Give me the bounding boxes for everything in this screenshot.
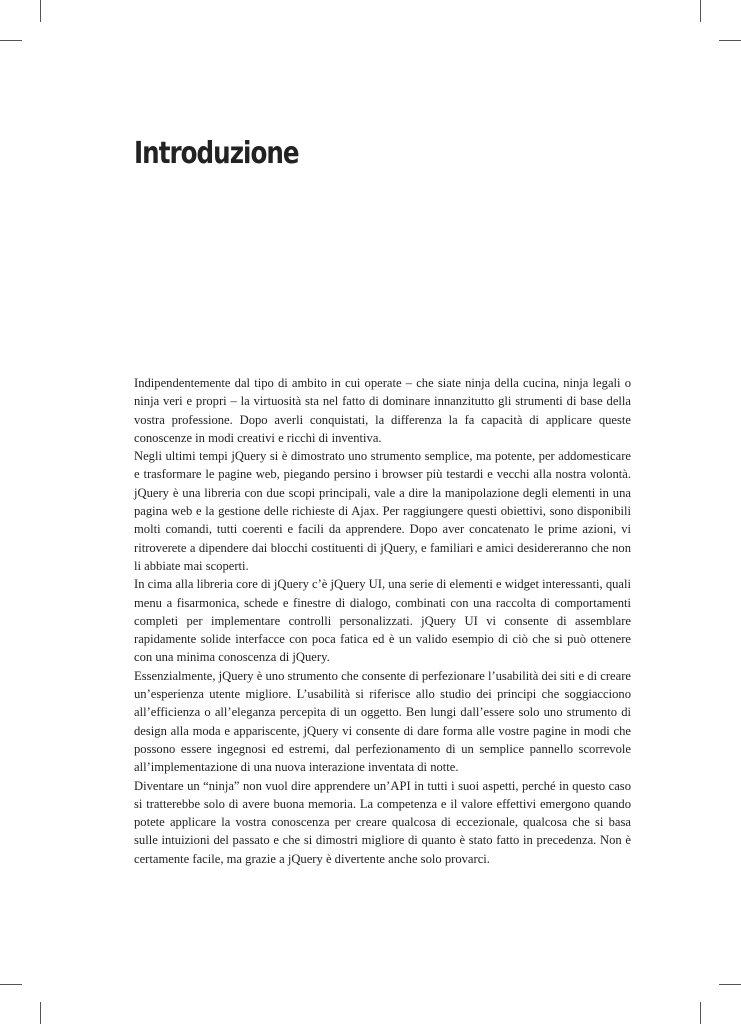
crop-mark-top-right-horizontal <box>719 40 741 41</box>
paragraph: Negli ultimi tempi jQuery si è dimostrato uno strumento semplice, ma potente, per addomesticare e trasformare le pagine web, piegando persino i browser più testardi e vecchi alla nostra volontà. jQuery è una libreria con due scopi principali, vale a dire la manipolazione degli elementi in una pagina web e la gestione delle richieste di Ajax. Per raggiungere questi obiettivi, sono disponibili molti comandi, tutti coerenti e facili da apprendere. Dopo aver concatenato le prime azioni, vi ritroverete a dipendere dai blocchi costituenti di jQuery, e familiari e amici desidereranno che non li abbiate mai scoperti. <box>134 449 631 573</box>
paragraph: Indipendentemente dal tipo di ambito in cui operate – che siate ninja della cucina, ninja legali o ninja veri e propri – la virtuosità sta nel fatto di dominare innanzitutto gli strumenti di base della vostra professione. Dopo averli conquistati, la differenza la fa capacità di applicare queste conoscenze in modi creativi e ricchi di inventiva. <box>134 376 631 445</box>
body-text <box>134 374 631 868</box>
crop-mark-top-right-vertical <box>700 0 701 22</box>
paragraph: Essenzialmente, jQuery è uno strumento che consente di perfezionare l’usabilità dei siti e di creare un’esperienza utente migliore. L’usabilità si riferisce allo studio dei principi che soggiacciono all’efficienza o all’eleganza percepita di un oggetto. Ben lungi dall’essere solo uno strumento di design alla moda e appariscente, jQuery vi consente di dare forma alle vostre pagine in modi che possono essere ingegnosi ed estremi, dal perfezionamento di un semplice pannello scorrevole all’implementazione di una nuova interazione inventata di notte. <box>134 668 631 775</box>
crop-mark-bottom-left-horizontal <box>0 984 22 985</box>
paragraph: Diventare un “ninja” non vuol dire apprendere un’API in tutti i suoi aspetti, perché in questo caso si tratterebbe solo di avere buona memoria. La competenza e il valore effettivi emergono quando potete applicare la vostra conoscenza per creare qualcosa di eccezionale, qualcosa che si basa sulle intuizioni del passato e che si dimostri migliore di quanto è stato fatto in precedenza. Non è certamente facile, ma grazie a jQuery è divertente anche solo provarci. <box>134 778 631 866</box>
crop-mark-bottom-left-vertical <box>40 1002 41 1024</box>
paragraph: In cima alla libreria core di jQuery c’è jQuery UI, una serie di elementi e widget interessanti, quali menu a fisarmonica, schede e finestre di dialogo, combinati con una raccolta di comportamenti completi per implementare controlli personalizzati. jQuery UI vi consente di assemblare rapidamente solide interfacce con poca fatica ed è un valido esempio di ciò che si può ottenere con una minima conoscenza di jQuery. <box>134 577 631 665</box>
crop-mark-bottom-right-horizontal <box>719 984 741 985</box>
chapter-title: Introduzione <box>134 136 299 171</box>
crop-mark-bottom-right-vertical <box>700 1002 701 1024</box>
crop-mark-top-left-vertical <box>40 0 41 22</box>
crop-mark-top-left-horizontal <box>0 40 22 41</box>
